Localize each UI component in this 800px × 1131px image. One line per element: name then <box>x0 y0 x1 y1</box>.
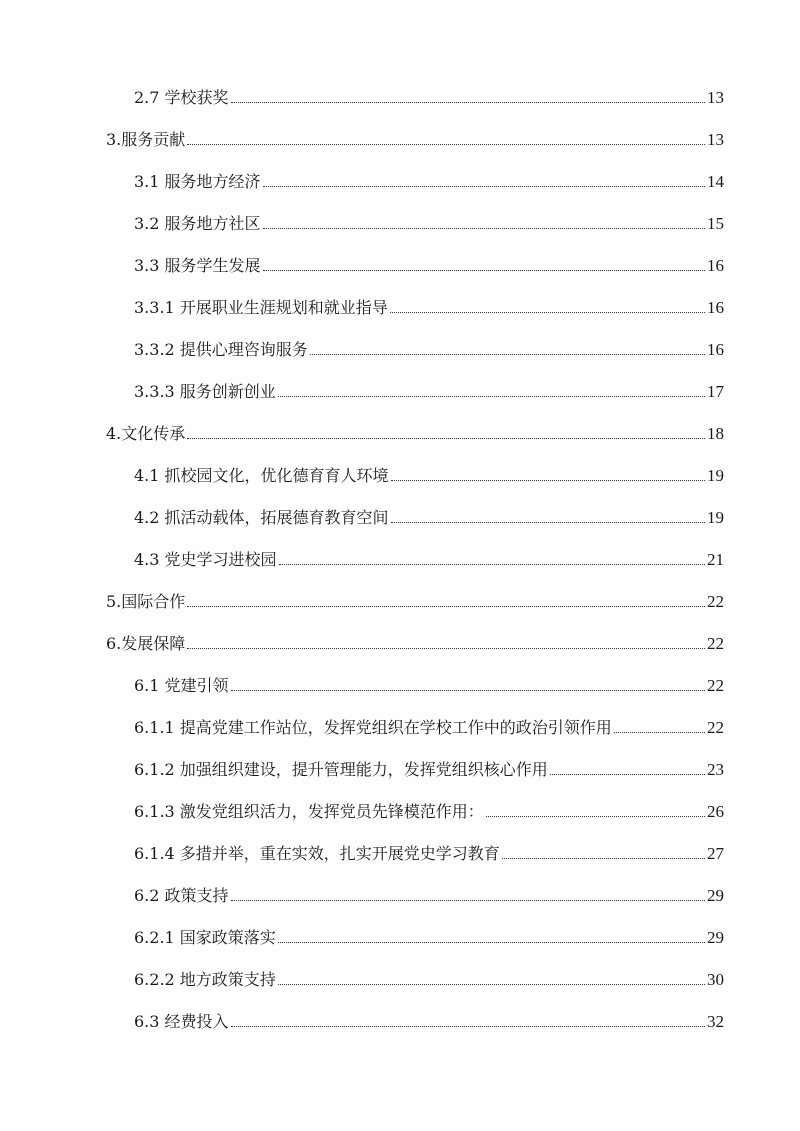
toc-dot-leader <box>231 1026 705 1027</box>
toc-entry[interactable] <box>134 290 724 318</box>
toc-entry-page: 17 <box>707 382 724 401</box>
toc-dot-leader <box>278 396 705 397</box>
toc-entry-title: 6.2.2 地方政策支持 <box>134 970 276 989</box>
toc-entry-page: 18 <box>707 424 724 443</box>
toc-entry[interactable] <box>106 626 724 654</box>
toc-entry[interactable] <box>134 836 724 864</box>
toc-entry-page: 27 <box>707 844 724 863</box>
toc-entry-page: 26 <box>707 802 724 821</box>
toc-dot-leader <box>502 858 705 859</box>
toc-entry-title: 2.7 学校获奖 <box>134 88 229 107</box>
toc-entry[interactable] <box>134 752 724 780</box>
toc-dot-leader <box>231 690 705 691</box>
toc-entry[interactable] <box>134 374 724 402</box>
toc-entry[interactable] <box>106 416 724 444</box>
toc-entry[interactable] <box>134 458 724 486</box>
toc-entry-page: 29 <box>707 886 724 905</box>
toc-entry-page: 14 <box>707 172 724 191</box>
toc-entry-page: 29 <box>707 928 724 947</box>
toc-entry[interactable] <box>134 206 724 234</box>
toc-entry-page: 16 <box>707 298 724 317</box>
toc-entry[interactable] <box>134 500 724 528</box>
toc-dot-leader <box>391 522 705 523</box>
toc-entry-title: 6.1.3 激发党组织活力，发挥党员先锋模范作用： <box>134 802 484 821</box>
toc-entry-title: 6.2 政策支持 <box>134 886 229 905</box>
toc-dot-leader <box>279 564 705 565</box>
toc-entry-title: 6.发展保障 <box>106 634 186 653</box>
toc-dot-leader <box>187 144 705 145</box>
toc-entry[interactable] <box>106 584 724 612</box>
toc-entry-title: 3.3.3 服务创新创业 <box>134 382 276 401</box>
toc-entry-page: 13 <box>707 88 724 107</box>
toc-entry-page: 19 <box>707 508 724 527</box>
toc-entry-page: 15 <box>707 214 724 233</box>
toc-entry-page: 22 <box>707 676 724 695</box>
toc-entry[interactable] <box>134 164 724 192</box>
toc-entry[interactable] <box>134 710 724 738</box>
toc-entry-page: 16 <box>707 256 724 275</box>
toc-entry-page: 22 <box>707 634 724 653</box>
toc-dot-leader <box>263 228 705 229</box>
toc-entry-page: 22 <box>707 718 724 737</box>
toc-entry-title: 6.1.4 多措并举，重在实效，扎实开展党史学习教育 <box>134 844 500 863</box>
toc-entry-title: 6.1.2 加强组织建设，提升管理能力，发挥党组织核心作用 <box>134 760 548 779</box>
toc-dot-leader <box>263 270 705 271</box>
toc-entry-title: 6.1.1 提高党建工作站位，发挥党组织在学校工作中的政治引领作用 <box>134 718 612 737</box>
toc-entry[interactable] <box>134 80 724 108</box>
toc-dot-leader <box>391 480 705 481</box>
toc-entry-title: 6.3 经费投入 <box>134 1012 229 1031</box>
toc-dot-leader <box>486 816 705 817</box>
toc-entry-title: 4.2 抓活动载体，拓展德育教育空间 <box>134 508 389 527</box>
toc-entry[interactable] <box>134 1004 724 1032</box>
toc-entry-page: 21 <box>707 550 724 569</box>
toc-entry-page: 23 <box>707 760 724 779</box>
toc-entry-title: 4.3 党史学习进校园 <box>134 550 277 569</box>
toc-dot-leader <box>310 354 705 355</box>
toc-dot-leader <box>231 900 705 901</box>
toc-entry[interactable] <box>134 668 724 696</box>
toc-dot-leader <box>263 186 705 187</box>
toc-dot-leader <box>231 102 705 103</box>
toc-entry-page: 22 <box>707 592 724 611</box>
toc-entry-page: 32 <box>707 1012 724 1031</box>
toc-entry-title: 3.1 服务地方经济 <box>134 172 261 191</box>
toc-dot-leader <box>550 774 705 775</box>
toc-entry-page: 19 <box>707 466 724 485</box>
toc-dot-leader <box>278 942 705 943</box>
toc-entry[interactable] <box>134 878 724 906</box>
toc-entry-page: 16 <box>707 340 724 359</box>
toc-entry[interactable] <box>134 794 724 822</box>
toc-dot-leader <box>187 438 705 439</box>
toc-entry[interactable] <box>106 122 724 150</box>
toc-entry-title: 3.2 服务地方社区 <box>134 214 261 233</box>
toc-entry[interactable] <box>134 542 724 570</box>
toc-entry[interactable] <box>134 920 724 948</box>
toc-entry-page: 13 <box>707 130 724 149</box>
toc-entry-title: 4.文化传承 <box>106 424 186 443</box>
toc-entry-page: 30 <box>707 970 724 989</box>
toc-dot-leader <box>187 606 705 607</box>
toc-dot-leader <box>390 312 705 313</box>
toc-entry[interactable] <box>134 248 724 276</box>
toc-entry-title: 5.国际合作 <box>106 592 186 611</box>
toc-entry-title: 3.3.1 开展职业生涯规划和就业指导 <box>134 298 388 317</box>
toc-entry-title: 3.3.2 提供心理咨询服务 <box>134 340 308 359</box>
toc-entry-title: 3.服务贡献 <box>106 130 186 149</box>
toc-entry-title: 4.1 抓校园文化，优化德育育人环境 <box>134 466 389 485</box>
toc-entry-title: 3.3 服务学生发展 <box>134 256 261 275</box>
toc-dot-leader <box>278 984 705 985</box>
toc-entry[interactable] <box>134 332 724 360</box>
toc-dot-leader <box>614 732 705 733</box>
toc-entry-title: 6.2.1 国家政策落实 <box>134 928 276 947</box>
toc-entry-title: 6.1 党建引领 <box>134 676 229 695</box>
toc-dot-leader <box>187 648 705 649</box>
toc-entry[interactable] <box>134 962 724 990</box>
